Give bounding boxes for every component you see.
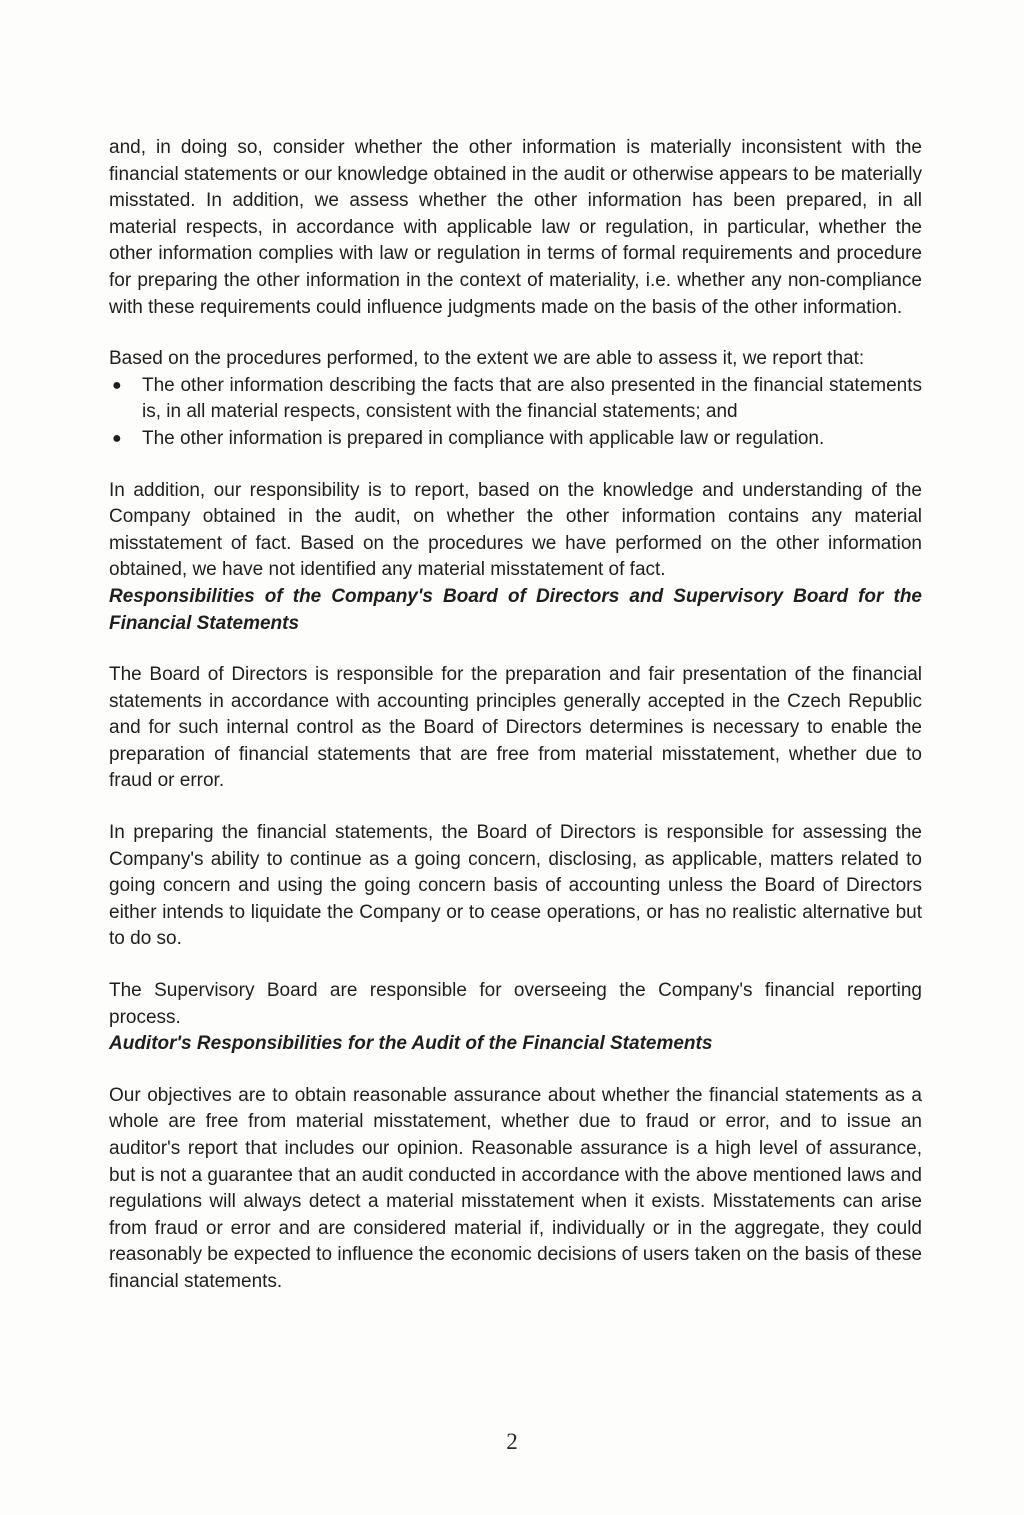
paragraph-audit-objectives: Our objectives are to obtain reasonable assurance about whether the financial statements as a whole are free from material misstatement, whether due to fraud or error, and to issue an auditor's report that includes our opinion. Reasonable assurance is a high level of assurance, but is not a guarantee that an audit conducted in accordance with the above mentioned laws and regulations will always detect a material misstatement when it exists. Misstatements can arise from fraud or error and are considered material if, individually or in the aggregate, they could reasonably be expected to influence the economic decisions of users taken on the basis of these financial statements. (109, 1084, 922, 1292)
bullet-icon: ● (112, 429, 122, 447)
list-item-text: The other information describing the facts that are also presented in the financial statements is, in all material respects, consistent with the financial statements; and (142, 374, 922, 423)
list-item-text: The other information is prepared in compliance with applicable law or regulation. (142, 427, 825, 449)
paragraph-supervisory-board: The Supervisory Board are responsible for overseeing the Company's financial reporting process. (109, 980, 922, 1028)
section-heading-auditor-responsibilities: Auditor's Responsibilities for the Audit of the Financial Statements (109, 1033, 713, 1055)
document-body (109, 135, 922, 1296)
paragraph-misstatement-of-fact: In addition, our responsibility is to report, based on the knowledge and understanding of the Company obtained in the audit, on whether the other information contains any material misstatement of fact. Based on the procedures we have performed on the other information obtained, we have not identified any material misstatement of fact. (109, 479, 922, 581)
section-heading-board-responsibilities: Responsibilities of the Company's Board of Directors and Supervisory Board for the Financial Statements (109, 585, 922, 634)
list-item (109, 426, 922, 453)
paragraph-procedures-intro: Based on the procedures performed, to the extent we are able to assess it, we report that: (109, 348, 865, 370)
bullet-icon: ● (112, 376, 122, 394)
paragraph-going-concern: In preparing the financial statements, the Board of Directors is responsible for assessing the Company's ability to continue as a going concern, disclosing, as applicable, matters related to going concern and using the going concern basis of accounting unless the Board of Directors either intends to liquidate the Company or to cease operations, or has no realistic alternative but to do so. (109, 822, 922, 950)
paragraph-board-preparation: The Board of Directors is responsible for the preparation and fair presentation of the financial statements in accordance with accounting principles generally accepted in the Czech Republic and for such internal control as the Board of Directors determines is necessary to enable the preparation of financial statements that are free from material misstatement, whether due to fraud or error. (109, 664, 922, 792)
findings-list (109, 373, 922, 453)
page-number: 2 (506, 1429, 518, 1454)
list-item (109, 373, 922, 426)
paragraph-other-information: and, in doing so, consider whether the other information is materially inconsistent with the financial statements or our knowledge obtained in the audit or otherwise appears to be materially misstated. In addition, we assess whether the other information has been prepared, in all material respects, in accordance with applicable law or regulation, in particular, whether the other information complies with law or regulation in terms of formal requirements and procedure for preparing the other information in the context of materiality, i.e. whether any non-compliance with these requirements could influence judgments made on the basis of the other information. (109, 137, 922, 318)
